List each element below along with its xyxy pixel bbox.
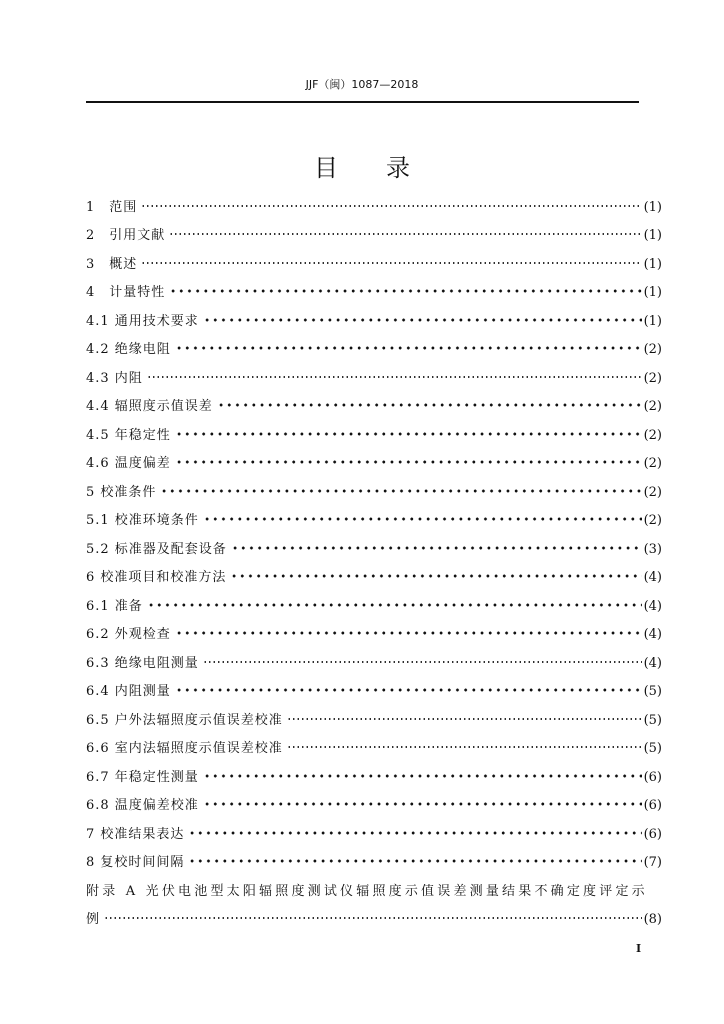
toc-entry-page: (7) <box>643 855 662 870</box>
toc-entry-label: 4.4 辐照度示值误差 <box>86 399 213 414</box>
toc-entry-label: 4 计量特性 <box>86 285 166 300</box>
toc-entry-page: (1) <box>643 313 662 329</box>
header-rule <box>86 101 639 103</box>
toc-entry-page: (2) <box>643 484 662 500</box>
toc-entry-label: 6.8 温度偏差校准 <box>86 798 199 813</box>
toc-entry[interactable] <box>86 614 662 643</box>
dot-leader <box>175 346 642 350</box>
table-of-contents <box>86 186 662 927</box>
toc-entry[interactable] <box>86 728 662 757</box>
toc-entry-page: (6) <box>643 798 662 813</box>
toc-entry-page: (4) <box>643 570 662 585</box>
toc-entry-page: (8) <box>643 912 662 927</box>
dot-leader <box>203 774 642 778</box>
toc-title: 目录 <box>314 154 458 182</box>
toc-entry-label: 6.7 年稳定性测量 <box>86 769 199 785</box>
dot-leader <box>217 403 642 407</box>
toc-entry-label: 4.3 内阻 <box>86 370 143 386</box>
toc-entry[interactable] <box>86 443 662 472</box>
toc-entry-page: (1) <box>643 228 662 243</box>
document-header: JJF（闽）1087—2018 <box>305 78 419 91</box>
toc-entry-page: (1) <box>643 199 662 215</box>
toc-entry-label: 6.4 内阻测量 <box>86 684 171 699</box>
toc-entry[interactable] <box>86 671 662 700</box>
toc-entry[interactable] <box>86 243 662 272</box>
toc-entry[interactable] <box>86 414 662 443</box>
dot-leader <box>203 660 642 664</box>
toc-entry-label: 5.2 标准器及配套设备 <box>86 541 227 557</box>
toc-entry[interactable] <box>86 842 662 871</box>
toc-entry-page: (5) <box>643 684 662 699</box>
dot-leader <box>188 831 641 835</box>
toc-entry-label: 6.1 准备 <box>86 598 143 614</box>
toc-entry-page: (5) <box>643 741 662 756</box>
toc-entry-page: (4) <box>643 627 662 642</box>
toc-entry-label: 5 校准条件 <box>86 484 157 500</box>
toc-entry-label: 4.5 年稳定性 <box>86 427 171 443</box>
toc-entry-page: (4) <box>643 598 662 614</box>
dot-leader <box>188 859 641 863</box>
dot-leader <box>287 745 642 749</box>
toc-entry-page: (1) <box>643 256 662 272</box>
toc-entry-label: 4.6 温度偏差 <box>86 456 171 471</box>
toc-entry[interactable] <box>86 329 662 358</box>
toc-entry-label: 4.1 通用技术要求 <box>86 313 199 329</box>
toc-entry[interactable] <box>86 386 662 415</box>
dot-leader <box>175 460 642 464</box>
toc-entry-page: (5) <box>643 712 662 728</box>
toc-entry[interactable] <box>86 642 662 671</box>
toc-entry-label: 8 复校时间间隔 <box>86 855 185 870</box>
toc-entry-page: (2) <box>643 427 662 443</box>
toc-entry-label: 5.1 校准环境条件 <box>86 513 199 528</box>
toc-entry[interactable] <box>86 300 662 329</box>
dot-leader <box>104 916 642 920</box>
dot-leader <box>287 717 642 721</box>
dot-leader <box>175 688 642 692</box>
dot-leader <box>169 232 641 236</box>
toc-entry[interactable] <box>86 785 662 814</box>
dot-leader <box>203 517 642 521</box>
dot-leader <box>169 289 641 293</box>
toc-entry-page: (3) <box>643 541 662 557</box>
dot-leader <box>175 631 642 635</box>
toc-entry[interactable] <box>86 813 662 842</box>
toc-entry-label: 6.2 外观检查 <box>86 627 171 642</box>
toc-entry-label: 例 <box>86 912 101 927</box>
toc-entry-label: 附录 A 光伏电池型太阳辐照度测试仪辐照度示值误差测量结果不确定度评定示 <box>86 883 648 899</box>
toc-entry-label: 3 概述 <box>86 256 138 272</box>
toc-entry-label: 6.3 绝缘电阻测量 <box>86 655 199 671</box>
toc-entry[interactable] <box>86 585 662 614</box>
toc-entry-page: (2) <box>643 456 662 471</box>
dot-leader <box>230 574 641 578</box>
toc-entry-label: 7 校准结果表达 <box>86 826 185 842</box>
toc-entry-label: 2 引用文献 <box>86 228 166 243</box>
toc-entry-label: 6 校准项目和校准方法 <box>86 570 227 585</box>
toc-entry-page: (2) <box>643 513 662 528</box>
toc-entry[interactable] <box>86 215 662 244</box>
toc-entry-page: (2) <box>643 399 662 414</box>
dot-leader <box>147 375 642 379</box>
dot-leader <box>203 802 642 806</box>
toc-entry[interactable] <box>86 557 662 586</box>
toc-entry-label: 1 范围 <box>86 199 138 215</box>
toc-entry-appendix-cont[interactable] <box>86 899 662 928</box>
toc-entry[interactable] <box>86 357 662 386</box>
toc-entry-page: (6) <box>643 769 662 785</box>
toc-entry[interactable] <box>86 500 662 529</box>
page-number: I <box>636 942 642 955</box>
toc-entry-appendix[interactable] <box>86 870 662 899</box>
toc-entry[interactable] <box>86 528 662 557</box>
dot-leader <box>141 204 641 208</box>
toc-entry[interactable] <box>86 756 662 785</box>
toc-entry-page: (2) <box>643 370 662 386</box>
dot-leader <box>231 546 642 550</box>
toc-entry-label: 6.5 户外法辐照度示值误差校准 <box>86 712 283 728</box>
toc-entry[interactable] <box>86 471 662 500</box>
toc-entry-page: (1) <box>643 285 662 300</box>
dot-leader <box>175 432 642 436</box>
toc-entry-page: (2) <box>643 342 662 357</box>
toc-entry-label: 4.2 绝缘电阻 <box>86 342 171 357</box>
toc-entry[interactable] <box>86 699 662 728</box>
toc-entry[interactable] <box>86 272 662 301</box>
dot-leader <box>141 261 641 265</box>
dot-leader <box>147 603 642 607</box>
dot-leader <box>203 318 642 322</box>
toc-entry-page: (4) <box>643 655 662 671</box>
dot-leader <box>160 489 641 493</box>
toc-entry-page: (6) <box>643 826 662 842</box>
toc-entry-label: 6.6 室内法辐照度示值误差校准 <box>86 741 283 756</box>
toc-entry[interactable] <box>86 186 662 215</box>
